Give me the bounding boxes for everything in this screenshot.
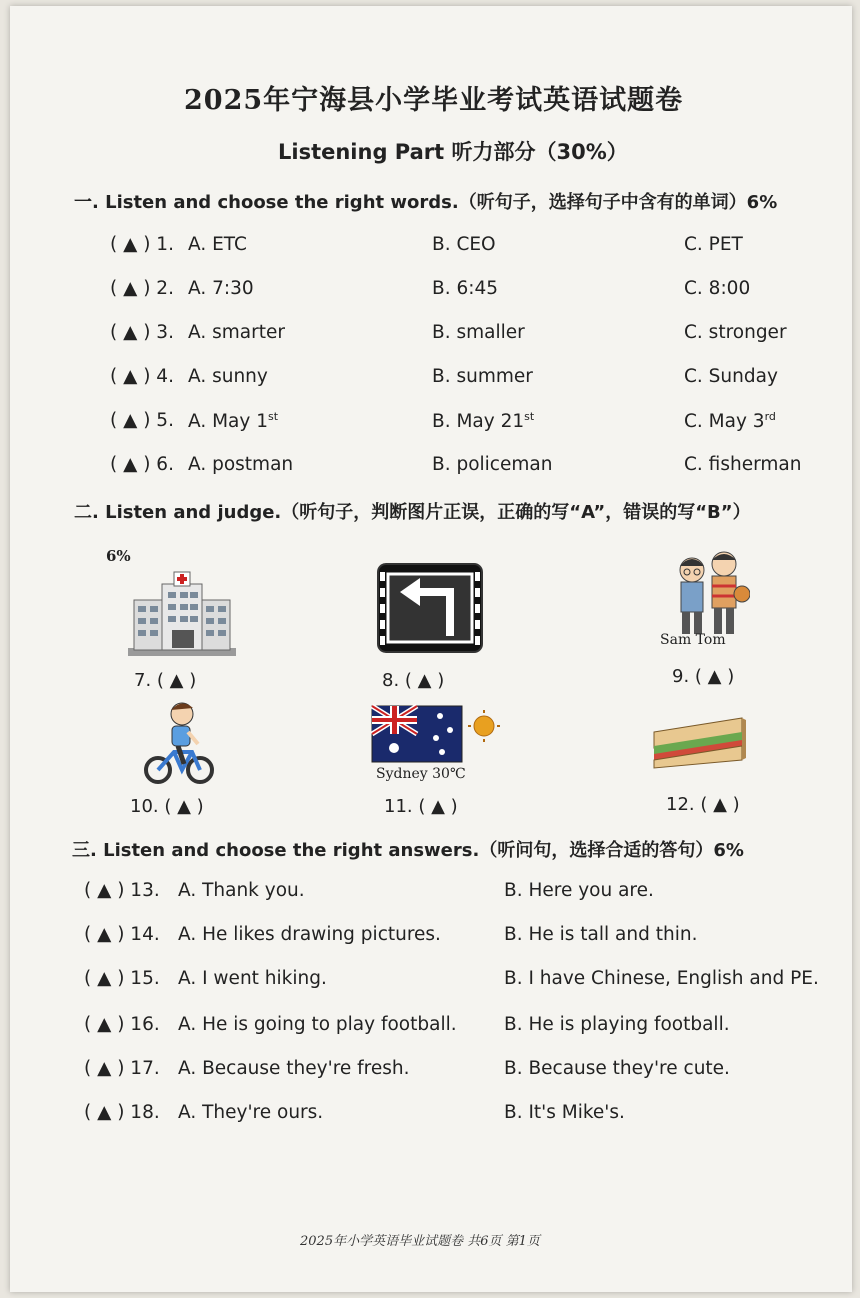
s1-row4-question-number-text: ( ▲ ) 4. [110, 366, 174, 387]
s3-row14-option-b: B. He is tall and thin. [504, 924, 698, 945]
s1-row6-question-number-text: ( ▲ ) 6. [110, 454, 174, 475]
two-boys-icon [670, 546, 750, 640]
s1-row5-question-number-text: ( ▲ ) 5. [110, 410, 174, 431]
s3-row17-option-b: B. Because they're cute. [504, 1058, 730, 1079]
s1-row2-option-a-text: A. 7:30 [188, 278, 254, 299]
label-8: 8. ( ▲ ) [382, 670, 445, 691]
s1-row4-option-a [188, 366, 268, 387]
label-7: 7. ( ▲ ) [134, 670, 197, 691]
s1-row3-option-b [432, 322, 525, 343]
s1-row3-option-c [684, 322, 787, 343]
s3-row15-question-number: ( ▲ ) 15. [84, 968, 160, 989]
s1-row5-question-number [110, 410, 174, 431]
s1-row1-question-number-text: ( ▲ ) 1. [110, 234, 174, 255]
s3-row13-option-a: A. Thank you. [178, 880, 305, 901]
s3-row14-question-number: ( ▲ ) 14. [84, 924, 160, 945]
s1-row6-option-b-text: B. policeman [432, 454, 553, 475]
s3-row17-question-number: ( ▲ ) 17. [84, 1058, 160, 1079]
s1-row3-option-a [188, 322, 285, 343]
s3-row13-option-b: B. Here you are. [504, 880, 654, 901]
s1-row3-question-number-text: ( ▲ ) 3. [110, 322, 174, 343]
s1-row3-option-a-text: A. smarter [188, 322, 285, 343]
s1-row5-option-b [432, 410, 534, 432]
page-subtitle: Listening Part 听力部分（30%） [278, 140, 628, 164]
boys-caption: Sam Tom [660, 632, 726, 648]
s1-row4-question-number [110, 366, 174, 387]
s3-row18-option-b: B. It's Mike's. [504, 1102, 625, 1123]
s1-row1-option-b-text: B. CEO [432, 234, 496, 255]
s3-row16-option-b: B. He is playing football. [504, 1014, 730, 1035]
s1-row5-option-b-suffix: st [524, 410, 535, 423]
section2-percent: 6% [106, 547, 131, 565]
s1-row4-option-b [432, 366, 533, 387]
s1-row2-question-number [110, 278, 174, 299]
s3-row15-option-a: A. I went hiking. [178, 968, 327, 989]
s1-row1-question-number [110, 234, 174, 255]
s1-row5-option-a [188, 410, 278, 432]
s1-row5-option-c-text: C. May 3 [684, 411, 765, 433]
s3-row17-option-a: A. Because they're fresh. [178, 1058, 410, 1079]
s1-row3-question-number [110, 322, 174, 343]
s1-row5-option-c [684, 410, 776, 432]
label-9: 9. ( ▲ ) [672, 666, 735, 687]
label-11: 11. ( ▲ ) [384, 796, 458, 817]
page-footer: 2025年小学英语毕业试题卷 共6页 第1页 [300, 1234, 540, 1249]
s3-row14-option-a: A. He likes drawing pictures. [178, 924, 441, 945]
s1-row5-option-c-suffix: rd [764, 410, 776, 423]
s3-row18-option-a: A. They're ours. [178, 1102, 324, 1123]
s1-row2-option-c-text: C. 8:00 [684, 278, 751, 299]
section2-heading: 二. Listen and judge.（听句子，判断图片正误，正确的写“A”，错误的写“B”） [74, 502, 751, 523]
s1-row5-option-a-suffix: st [268, 410, 279, 423]
s1-row1-option-c-text: C. PET [684, 234, 743, 255]
s1-row6-option-c-text: C. fisherman [684, 454, 802, 475]
section1-heading: 一. Listen and choose the right words.（听句子，选择句子中含有的单词）6% [74, 192, 778, 213]
s1-row6-option-c [684, 454, 801, 475]
s1-row6-option-a-text: A. postman [188, 454, 294, 475]
s3-row13-question-number: ( ▲ ) 13. [84, 880, 160, 901]
s3-row16-question-number: ( ▲ ) 16. [84, 1014, 160, 1035]
s1-row6-option-a [188, 454, 293, 475]
s1-row4-option-b-text: B. summer [432, 366, 533, 387]
s1-row1-option-a [188, 234, 247, 255]
s1-row2-option-b [432, 278, 498, 299]
hospital-icon [128, 570, 236, 658]
boy-cycling-icon [142, 696, 216, 786]
s1-row5-option-a-text: A. May 1 [188, 411, 268, 433]
s1-row2-option-c [684, 278, 750, 299]
s1-row5-option-b-text: B. May 21 [432, 411, 525, 433]
s3-row18-question-number: ( ▲ ) 18. [84, 1102, 160, 1123]
s3-row16-option-a: A. He is going to play football. [178, 1014, 457, 1035]
label-10: 10. ( ▲ ) [130, 796, 204, 817]
sydney-caption: Sydney 30℃ [376, 766, 466, 782]
s1-row1-option-a-text: A. ETC [188, 234, 247, 255]
turn-left-sign-icon [376, 562, 484, 654]
s1-row4-option-c [684, 366, 778, 387]
s1-row6-question-number [110, 454, 174, 475]
australia-flag-sun-icon [370, 702, 500, 764]
s1-row6-option-b [432, 454, 552, 475]
s1-row3-option-c-text: C. stronger [684, 322, 787, 343]
s1-row4-option-a-text: A. sunny [188, 366, 268, 387]
sandwich-icon [650, 712, 746, 770]
page-title: 2025年宁海县小学毕业考试英语试题卷 [184, 85, 684, 116]
section3-heading: 三. Listen and choose the right answers.（听问句，选择合适的答句）6% [72, 840, 744, 861]
s1-row1-option-c [684, 234, 743, 255]
s1-row4-option-c-text: C. Sunday [684, 366, 778, 387]
s1-row2-question-number-text: ( ▲ ) 2. [110, 278, 174, 299]
s1-row3-option-b-text: B. smaller [432, 322, 525, 343]
s3-row15-option-b: B. I have Chinese, English and PE. [504, 968, 819, 989]
exam-page [10, 6, 852, 1292]
s1-row2-option-b-text: B. 6:45 [432, 278, 498, 299]
label-12: 12. ( ▲ ) [666, 794, 740, 815]
s1-row1-option-b [432, 234, 496, 255]
s1-row2-option-a [188, 278, 254, 299]
